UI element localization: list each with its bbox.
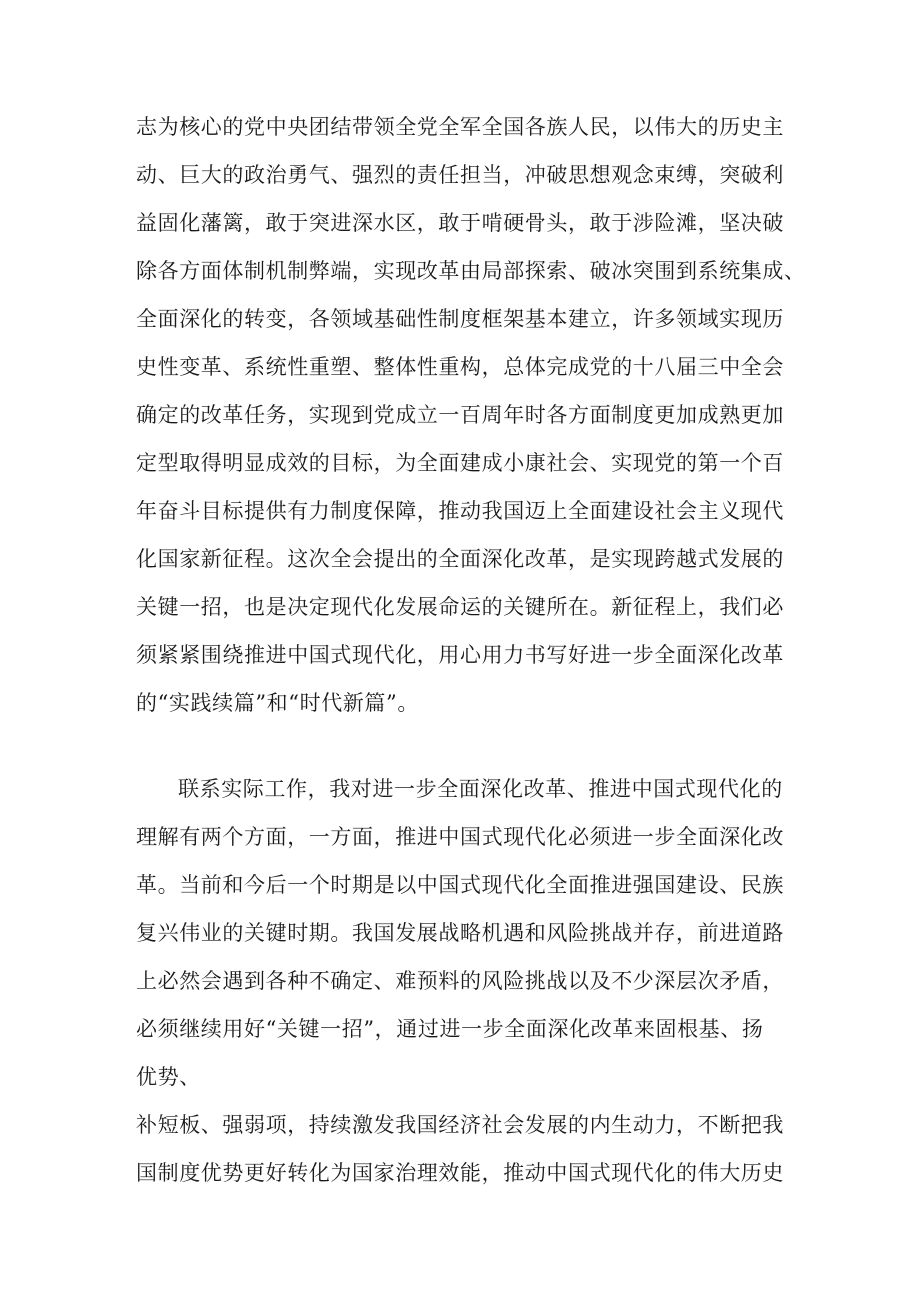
paragraph-2-line-1: 联系实际工作，我对进一步全面深化改革、推进中国式现代化的 <box>178 777 783 801</box>
paragraph-2-line-4: 复兴伟业的关键时期。我国发展战略机遇和风险挑战并存，前进道路 <box>136 921 784 945</box>
paragraph-1-line-8: 定型取得明显成效的目标，为全面建成小康社会、实现党的第一个百 <box>136 451 784 475</box>
paragraph-1-line-6: 史性变革、系统性重塑、整体性重构，总体完成党的十八届三中全会 <box>136 355 784 379</box>
paragraph-2-line-2: 理解有两个方面，一方面，推进中国式现代化必须进一步全面深化改 <box>136 825 784 849</box>
paragraph-2-line-5: 上必然会遇到各种不确定、难预料的风险挑战以及不少深层次矛盾， <box>136 969 784 993</box>
paragraph-1-line-2: 动、巨大的政治勇气、强烈的责任担当，冲破思想观念束缚，突破利 <box>136 163 784 187</box>
paragraph-1-line-5: 全面深化的转变，各领域基础性制度框架基本建立，许多领域实现历 <box>136 307 784 331</box>
paragraph-1-line-11: 关键一招，也是决定现代化发展命运的关键所在。新征程上，我们必 <box>136 595 784 619</box>
paragraph-1-line-12: 须紧紧围绕推进中国式现代化，用心用力书写好进一步全面深化改革 <box>136 643 784 667</box>
paragraph-1-line-1: 志为核心的党中央团结带领全党全军全国各族人民，以伟大的历史主 <box>136 115 784 139</box>
paragraph-2-line-7: 优势、 <box>136 1065 201 1089</box>
paragraph-2-line-3: 革。当前和今后一个时期是以中国式现代化全面推进强国建设、民族 <box>136 873 784 897</box>
paragraph-1-line-13: 的“实践续篇”和“时代新篇”。 <box>136 691 419 715</box>
paragraph-1-line-9: 年奋斗目标提供有力制度保障，推动我国迈上全面建设社会主义现代 <box>136 499 784 523</box>
paragraph-1-line-7: 确定的改革任务，实现到党成立一百周年时各方面制度更加成熟更加 <box>136 403 784 427</box>
paragraph-2-line-6: 必须继续用好“关键一招”，通过进一步全面深化改革来固根基、扬 <box>136 1017 764 1041</box>
paragraph-1-line-10: 化国家新征程。这次全会提出的全面深化改革，是实现跨越式发展的 <box>136 547 784 571</box>
paragraph-1-line-3: 益固化藩篱，敢于突进深水区，敢于啃硬骨头，敢于涉险滩，坚决破 <box>136 211 784 235</box>
paragraph-3-line-2: 国制度优势更好转化为国家治理效能，推动中国式现代化的伟大历史 <box>136 1161 784 1185</box>
paragraph-3-line-1: 补短板、强弱项，持续激发我国经济社会发展的内生动力，不断把我 <box>136 1113 784 1137</box>
paragraph-1-line-4: 除各方面体制机制弊端，实现改革由局部探索、破冰突围到系统集成、 <box>136 259 806 283</box>
